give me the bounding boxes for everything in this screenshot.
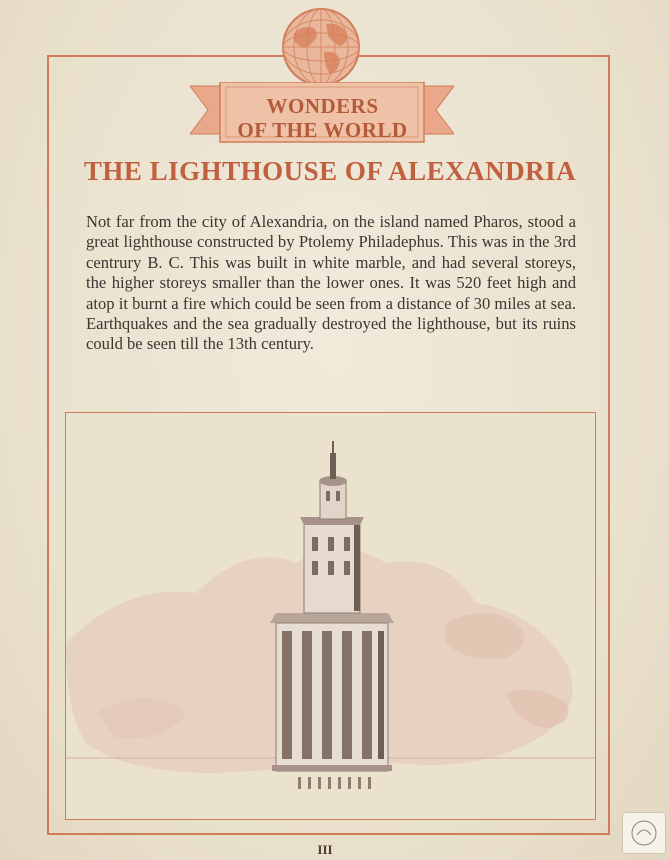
globe-icon bbox=[280, 6, 362, 88]
page-title: THE LIGHTHOUSE OF ALEXANDRIA bbox=[83, 156, 577, 186]
page-number: III bbox=[317, 842, 333, 857]
lighthouse-illustration bbox=[65, 412, 596, 820]
banner-heading bbox=[220, 94, 425, 142]
lighthouse-drawing bbox=[66, 413, 596, 820]
library-stamp-icon bbox=[622, 812, 666, 854]
banner-line-1: WONDERS bbox=[266, 94, 379, 118]
article-body: Not far from the city of Alexandria, on the island named Pharos, stood a great lighthouse constructed by Ptolemy Philadephus. This was in the 3rd centrury B. C. This was built in white marble, and had several storeys, the higher storeys smaller than the lower ones. It was 520 feet high and atop it burnt a fire which could be seen from a distance of 30 miles at sea. Earthquakes and the sea gradually destroyed the lighthouse, but its ruins could be seen till the 13th century. bbox=[86, 212, 576, 354]
banner-line-2: OF THE WORLD bbox=[237, 118, 408, 142]
